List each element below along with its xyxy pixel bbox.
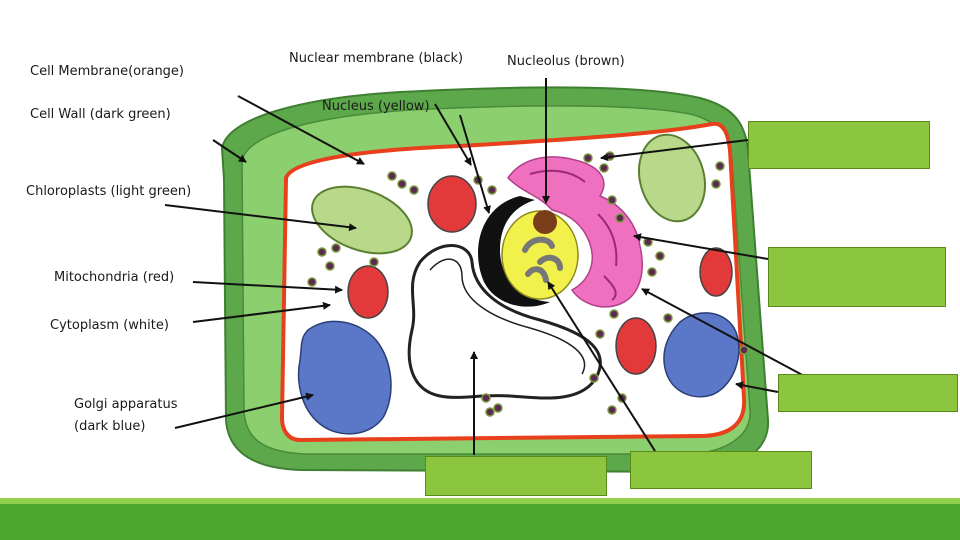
- cytoplasm-label: Cytoplasm (white): [50, 318, 169, 333]
- answer-box-chromatin[interactable]: [630, 451, 812, 489]
- cell-wall-label: Cell Wall (dark green): [30, 107, 171, 122]
- mitochondrion: [428, 176, 476, 232]
- chloroplasts-label: Chloroplasts (light green): [26, 184, 192, 199]
- nucleolus: [533, 210, 557, 234]
- answer-box-vacuole[interactable]: [425, 456, 607, 496]
- cell-membrane-label: Cell Membrane(orange): [30, 64, 185, 79]
- answer-box-ribosome[interactable]: [768, 247, 946, 307]
- golgi-label-line2: (dark blue): [74, 419, 146, 434]
- mitochondrion: [700, 248, 732, 296]
- nuclear-membrane-label: Nuclear membrane (black): [289, 51, 464, 66]
- mitochondria-label: Mitochondria (red): [54, 270, 175, 285]
- bottom-bar-dark: [0, 504, 960, 540]
- mitochondrion: [348, 266, 388, 318]
- golgi-label-line1: Golgi apparatus: [74, 397, 178, 412]
- nucleus-label: Nucleus (yellow): [322, 99, 430, 114]
- answer-box-golgi[interactable]: [778, 374, 958, 412]
- mitochondrion: [616, 318, 656, 374]
- answer-box-er[interactable]: [748, 121, 930, 169]
- nucleolus-label: Nucleolus (brown): [507, 54, 625, 69]
